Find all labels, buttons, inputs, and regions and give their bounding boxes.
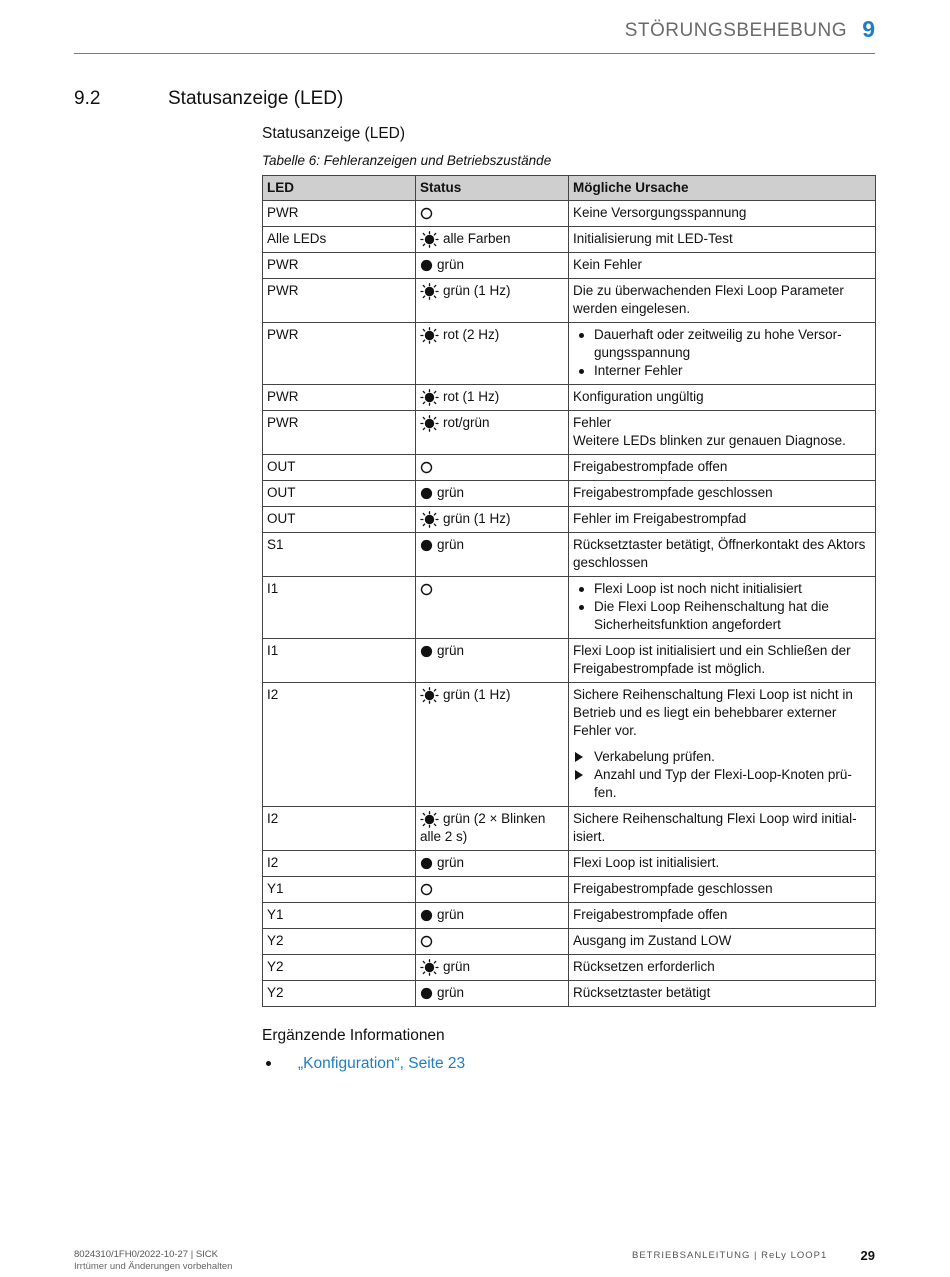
led-blinking-icon [420,283,439,300]
status-cell [416,955,569,981]
additional-info-heading: Ergänzende Informationen [262,1027,445,1044]
led-cell: Y2 [263,981,416,1007]
status-cell [416,877,569,903]
footer-manual-title: BETRIEBSANLEITUNG | ReLy LOOP1 [632,1250,828,1261]
status-cell [416,455,569,481]
status-text: rot (2 Hz) [443,327,500,342]
status-text: rot (1 Hz) [443,389,500,404]
table-row [263,201,876,227]
subsection-title: Statusanzeige (LED) [262,125,406,142]
cause-cell [569,807,876,851]
cause-cell [569,851,876,877]
status-text: grün [437,537,465,552]
cause-text: Konfiguration ungültig [573,389,704,404]
status-cell [416,639,569,683]
cause-text: Initialisierung mit LED-Test [573,231,733,246]
led-on-icon [420,987,433,1000]
table-header-row [263,176,876,201]
led-cell: PWR [263,201,416,227]
table-row [263,639,876,683]
cause-cell [569,385,876,411]
table-row [263,227,876,253]
cause-text: Rücksetzen erforderlich [573,959,715,974]
cause-text-secondary: Weitere LEDs blinken zur genauen Diagnose. [573,433,846,448]
led-off-icon [420,207,433,220]
status-cell [416,929,569,955]
status-cell [416,981,569,1007]
cause-text: Fehler im Freigabestrompfad [573,511,747,526]
table-row [263,877,876,903]
led-cell: OUT [263,481,416,507]
led-on-icon [420,857,433,870]
led-on-icon [420,259,433,272]
cause-text: Ausgang im Zustand LOW [573,933,732,948]
led-cell: I1 [263,577,416,639]
status-cell [416,323,569,385]
cause-text: Freigabestrompfade offen [573,907,728,922]
led-off-icon [420,461,433,474]
led-cell: PWR [263,411,416,455]
cause-cell [569,981,876,1007]
table-row [263,981,876,1007]
column-header-led: LED [263,176,416,201]
table-row [263,279,876,323]
cause-bullet-item: Flexi Loop ist noch nicht initialisiert [573,580,871,598]
status-text: grün [437,485,465,500]
cause-text: Sichere Reihenschaltung Flexi Loop wird initial-isiert. [573,811,857,844]
status-text: grün (1 Hz) [443,511,511,526]
cause-cell [569,481,876,507]
cause-text: Freigabestrompfade geschlossen [573,881,773,896]
action-list [573,748,871,802]
led-blinking-icon [420,389,439,406]
led-cell: Y2 [263,929,416,955]
table-row [263,807,876,851]
led-cell: S1 [263,533,416,577]
cause-bullet-item: Die Flexi Loop Reihenschaltung hat die Sicherheitsfunktion angefordert [573,598,871,634]
cause-text: Freigabestrompfade offen [573,459,728,474]
status-text: grün (2 × Blinken alle 2 s) [420,811,546,844]
led-blinking-icon [420,415,439,432]
status-text: grün [443,959,471,974]
status-cell [416,253,569,279]
chapter-title: STÖRUNGSBEHEBUNG [624,20,847,41]
led-blinking-icon [420,327,439,344]
led-cell: OUT [263,507,416,533]
page-number: 29 [860,1248,875,1263]
table-row [263,481,876,507]
cause-text: Fehler [573,415,612,430]
table-row [263,929,876,955]
cause-cell [569,227,876,253]
led-off-icon [420,583,433,596]
cause-cell [569,683,876,807]
status-text: alle Farben [443,231,511,246]
cause-cell [569,639,876,683]
table-row [263,507,876,533]
cause-bullet-list [573,326,871,380]
cause-bullet-list [573,580,871,634]
cause-bullet-item: Interner Fehler [573,362,871,380]
led-cell: I2 [263,807,416,851]
led-cell: I2 [263,851,416,877]
cause-cell [569,323,876,385]
cause-cell [569,455,876,481]
led-cell: Y1 [263,877,416,903]
table-row [263,253,876,279]
table-row [263,323,876,385]
table-row [263,851,876,877]
footer-doc-id: 8024310/1FH0/2022-10-27 | SICK [74,1249,219,1260]
led-off-icon [420,935,433,948]
bullet-dot [266,1061,271,1066]
cause-text: Rücksetztaster betätigt, Öffnerkontakt des Aktors geschlossen [573,537,866,570]
cause-text: Freigabestrompfade geschlossen [573,485,773,500]
status-cell [416,279,569,323]
status-text: rot/grün [443,415,490,430]
status-text: grün [437,985,465,1000]
status-cell [416,481,569,507]
led-blinking-icon [420,511,439,528]
led-cell: PWR [263,323,416,385]
action-item: Verkabelung prüfen. [573,748,871,766]
table-row [263,683,876,807]
led-cell: PWR [263,253,416,279]
led-cell: Y2 [263,955,416,981]
cause-cell [569,577,876,639]
led-blinking-icon [420,811,439,828]
status-text: grün [437,855,465,870]
cause-text: Flexi Loop ist initialisiert. [573,855,720,870]
table-row [263,455,876,481]
led-cell: PWR [263,279,416,323]
status-cell [416,385,569,411]
table-row [263,411,876,455]
table-row [263,903,876,929]
table-body [263,201,876,1007]
led-on-icon [420,909,433,922]
cause-text: Sichere Reihenschaltung Flexi Loop ist nicht in Betrieb und es liegt ein behebbarer externer Fehler vor. [573,687,853,738]
status-text: grün [437,907,465,922]
table-row [263,577,876,639]
page-header [74,14,875,54]
led-on-icon [420,539,433,552]
led-blinking-icon [420,231,439,248]
led-cell: Alle LEDs [263,227,416,253]
status-text: grün (1 Hz) [443,687,511,702]
led-cell: I1 [263,639,416,683]
led-cell: I2 [263,683,416,807]
cause-text: Kein Fehler [573,257,643,272]
cause-text: Keine Versorgungsspannung [573,205,747,220]
status-cell [416,683,569,807]
cause-text: Die zu überwachenden Flexi Loop Parameter werden eingelesen. [573,283,844,316]
status-cell [416,227,569,253]
cause-cell [569,533,876,577]
status-cell [416,851,569,877]
cause-bullet-item: Dauerhaft oder zeitweilig zu hohe Versor-gungsspannung [573,326,871,362]
section-number: 9.2 [74,88,101,109]
status-text: grün [437,257,465,272]
status-cell [416,807,569,851]
led-blinking-icon [420,687,439,704]
led-off-icon [420,883,433,896]
cause-text: Rücksetztaster betätigt [573,985,711,1000]
action-item: Anzahl und Typ der Flexi-Loop-Knoten prü-fen. [573,766,871,802]
cause-cell [569,201,876,227]
footer-disclaimer: Irrtümer und Änderungen vorbehalten [74,1261,233,1272]
cause-cell [569,877,876,903]
cause-cell [569,929,876,955]
table-caption: Tabelle 6: Fehleranzeigen und Betriebszustände [262,153,552,168]
cause-text: Flexi Loop ist initialisiert und ein Schließen der Freigabestrompfade ist möglich. [573,643,851,676]
status-text: grün (1 Hz) [443,283,511,298]
led-on-icon [420,645,433,658]
column-header-status: Status [416,176,569,201]
section-title: Statusanzeige (LED) [168,88,344,109]
table-row [263,955,876,981]
status-cell [416,533,569,577]
status-cell [416,903,569,929]
footer-left [74,1249,232,1273]
table-row [263,385,876,411]
led-cell: Y1 [263,903,416,929]
led-cell: OUT [263,455,416,481]
table-row [263,533,876,577]
led-blinking-icon [420,959,439,976]
cause-cell [569,279,876,323]
led-status-table [262,175,876,1007]
status-text: grün [437,643,465,658]
chapter-number: 9 [862,16,875,42]
cause-cell [569,253,876,279]
cause-cell [569,507,876,533]
cause-cell [569,903,876,929]
status-cell [416,411,569,455]
cause-cell [569,411,876,455]
cause-cell [569,955,876,981]
column-header-cause: Mögliche Ursache [569,176,876,201]
led-on-icon [420,487,433,500]
status-cell [416,201,569,227]
led-cell: PWR [263,385,416,411]
status-cell [416,507,569,533]
status-cell [416,577,569,639]
configuration-link[interactable]: „Konfiguration“, Seite 23 [298,1055,466,1072]
